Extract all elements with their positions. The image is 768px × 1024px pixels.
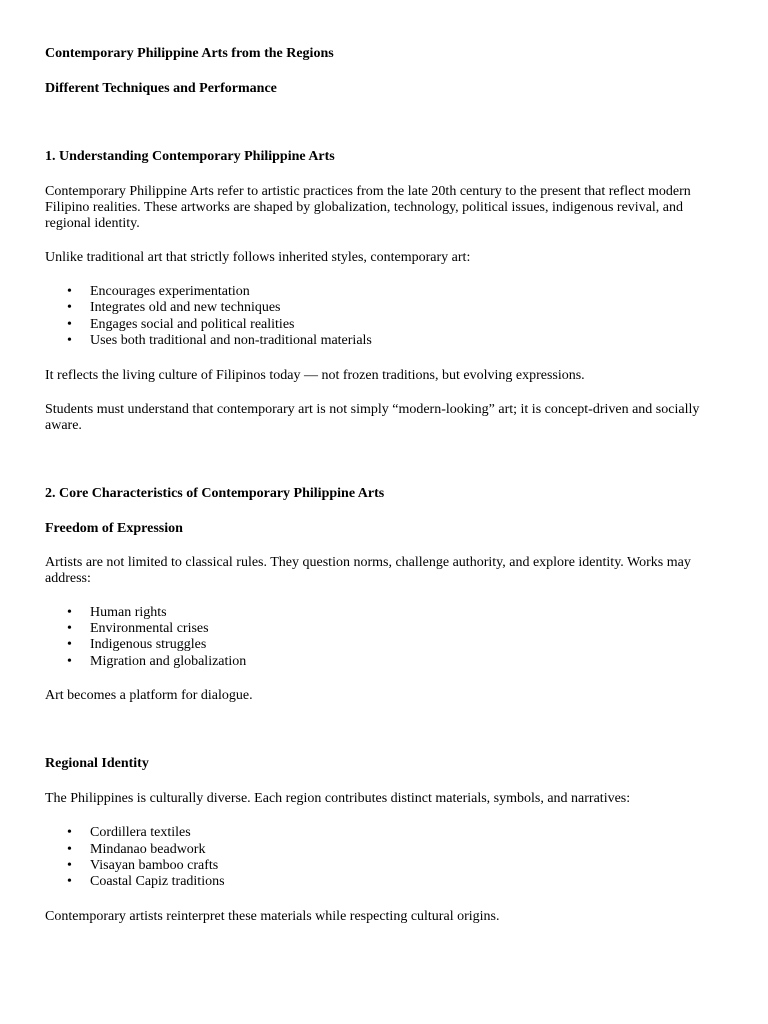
section-1-paragraph-2: Unlike traditional art that strictly follows inherited styles, contemporary art: xyxy=(45,250,471,265)
section-1-paragraph-1: Contemporary Philippine Arts refer to artistic practices from the late 20th century to the present that reflect modern Filipino realities. These artworks are shaped by globalization, technology, political issues, indigenous revival, and regional identity. xyxy=(45,184,691,231)
list-item: • Encourages experimentation xyxy=(90,284,705,300)
section-2-heading: 2. Core Characteristics of Contemporary Philippine Arts xyxy=(45,485,385,501)
section-1-paragraph-3: It reflects the living culture of Filipinos today — not frozen traditions, but evolving expressions. xyxy=(45,367,585,383)
list-item: • Environmental crises xyxy=(90,621,705,637)
section-1-heading: 1. Understanding Contemporary Philippine Arts xyxy=(45,149,335,164)
freedom-list xyxy=(45,605,705,671)
freedom-paragraph-1: Artists are not limited to classical rules. They question norms, challenge authority, and explore identity. Works may address: xyxy=(45,554,691,586)
list-item: • Coastal Capiz traditions xyxy=(90,874,705,890)
freedom-paragraph-2: Art becomes a platform for dialogue. xyxy=(45,688,253,704)
document-page xyxy=(45,46,705,925)
list-item: • Uses both traditional and non-traditional materials xyxy=(90,333,705,349)
list-item: • Human rights xyxy=(90,605,705,621)
list-item: • Integrates old and new techniques xyxy=(90,300,705,316)
document-subtitle: Different Techniques and Performance xyxy=(45,81,277,96)
regional-heading: Regional Identity xyxy=(45,756,149,772)
list-item: • Indigenous struggles xyxy=(90,637,705,653)
section-1-paragraph-4: Students must understand that contemporary art is not simply “modern-looking” art; it is concept-driven and socially aware. xyxy=(45,401,700,433)
list-item: • Mindanao beadwork xyxy=(90,842,705,858)
regional-paragraph-2: Contemporary artists reinterpret these materials while respecting cultural origins. xyxy=(45,908,500,924)
section-1-list xyxy=(45,284,705,350)
regional-list xyxy=(45,825,705,891)
list-item: • Cordillera textiles xyxy=(90,825,705,841)
regional-paragraph-1: The Philippines is culturally diverse. Each region contributes distinct materials, symbols, and narratives: xyxy=(45,791,631,807)
freedom-heading: Freedom of Expression xyxy=(45,520,183,536)
document-title: Contemporary Philippine Arts from the Regions xyxy=(45,46,334,61)
list-item: • Migration and globalization xyxy=(90,654,705,670)
list-item: • Visayan bamboo crafts xyxy=(90,858,705,874)
list-item: • Engages social and political realities xyxy=(90,317,705,333)
